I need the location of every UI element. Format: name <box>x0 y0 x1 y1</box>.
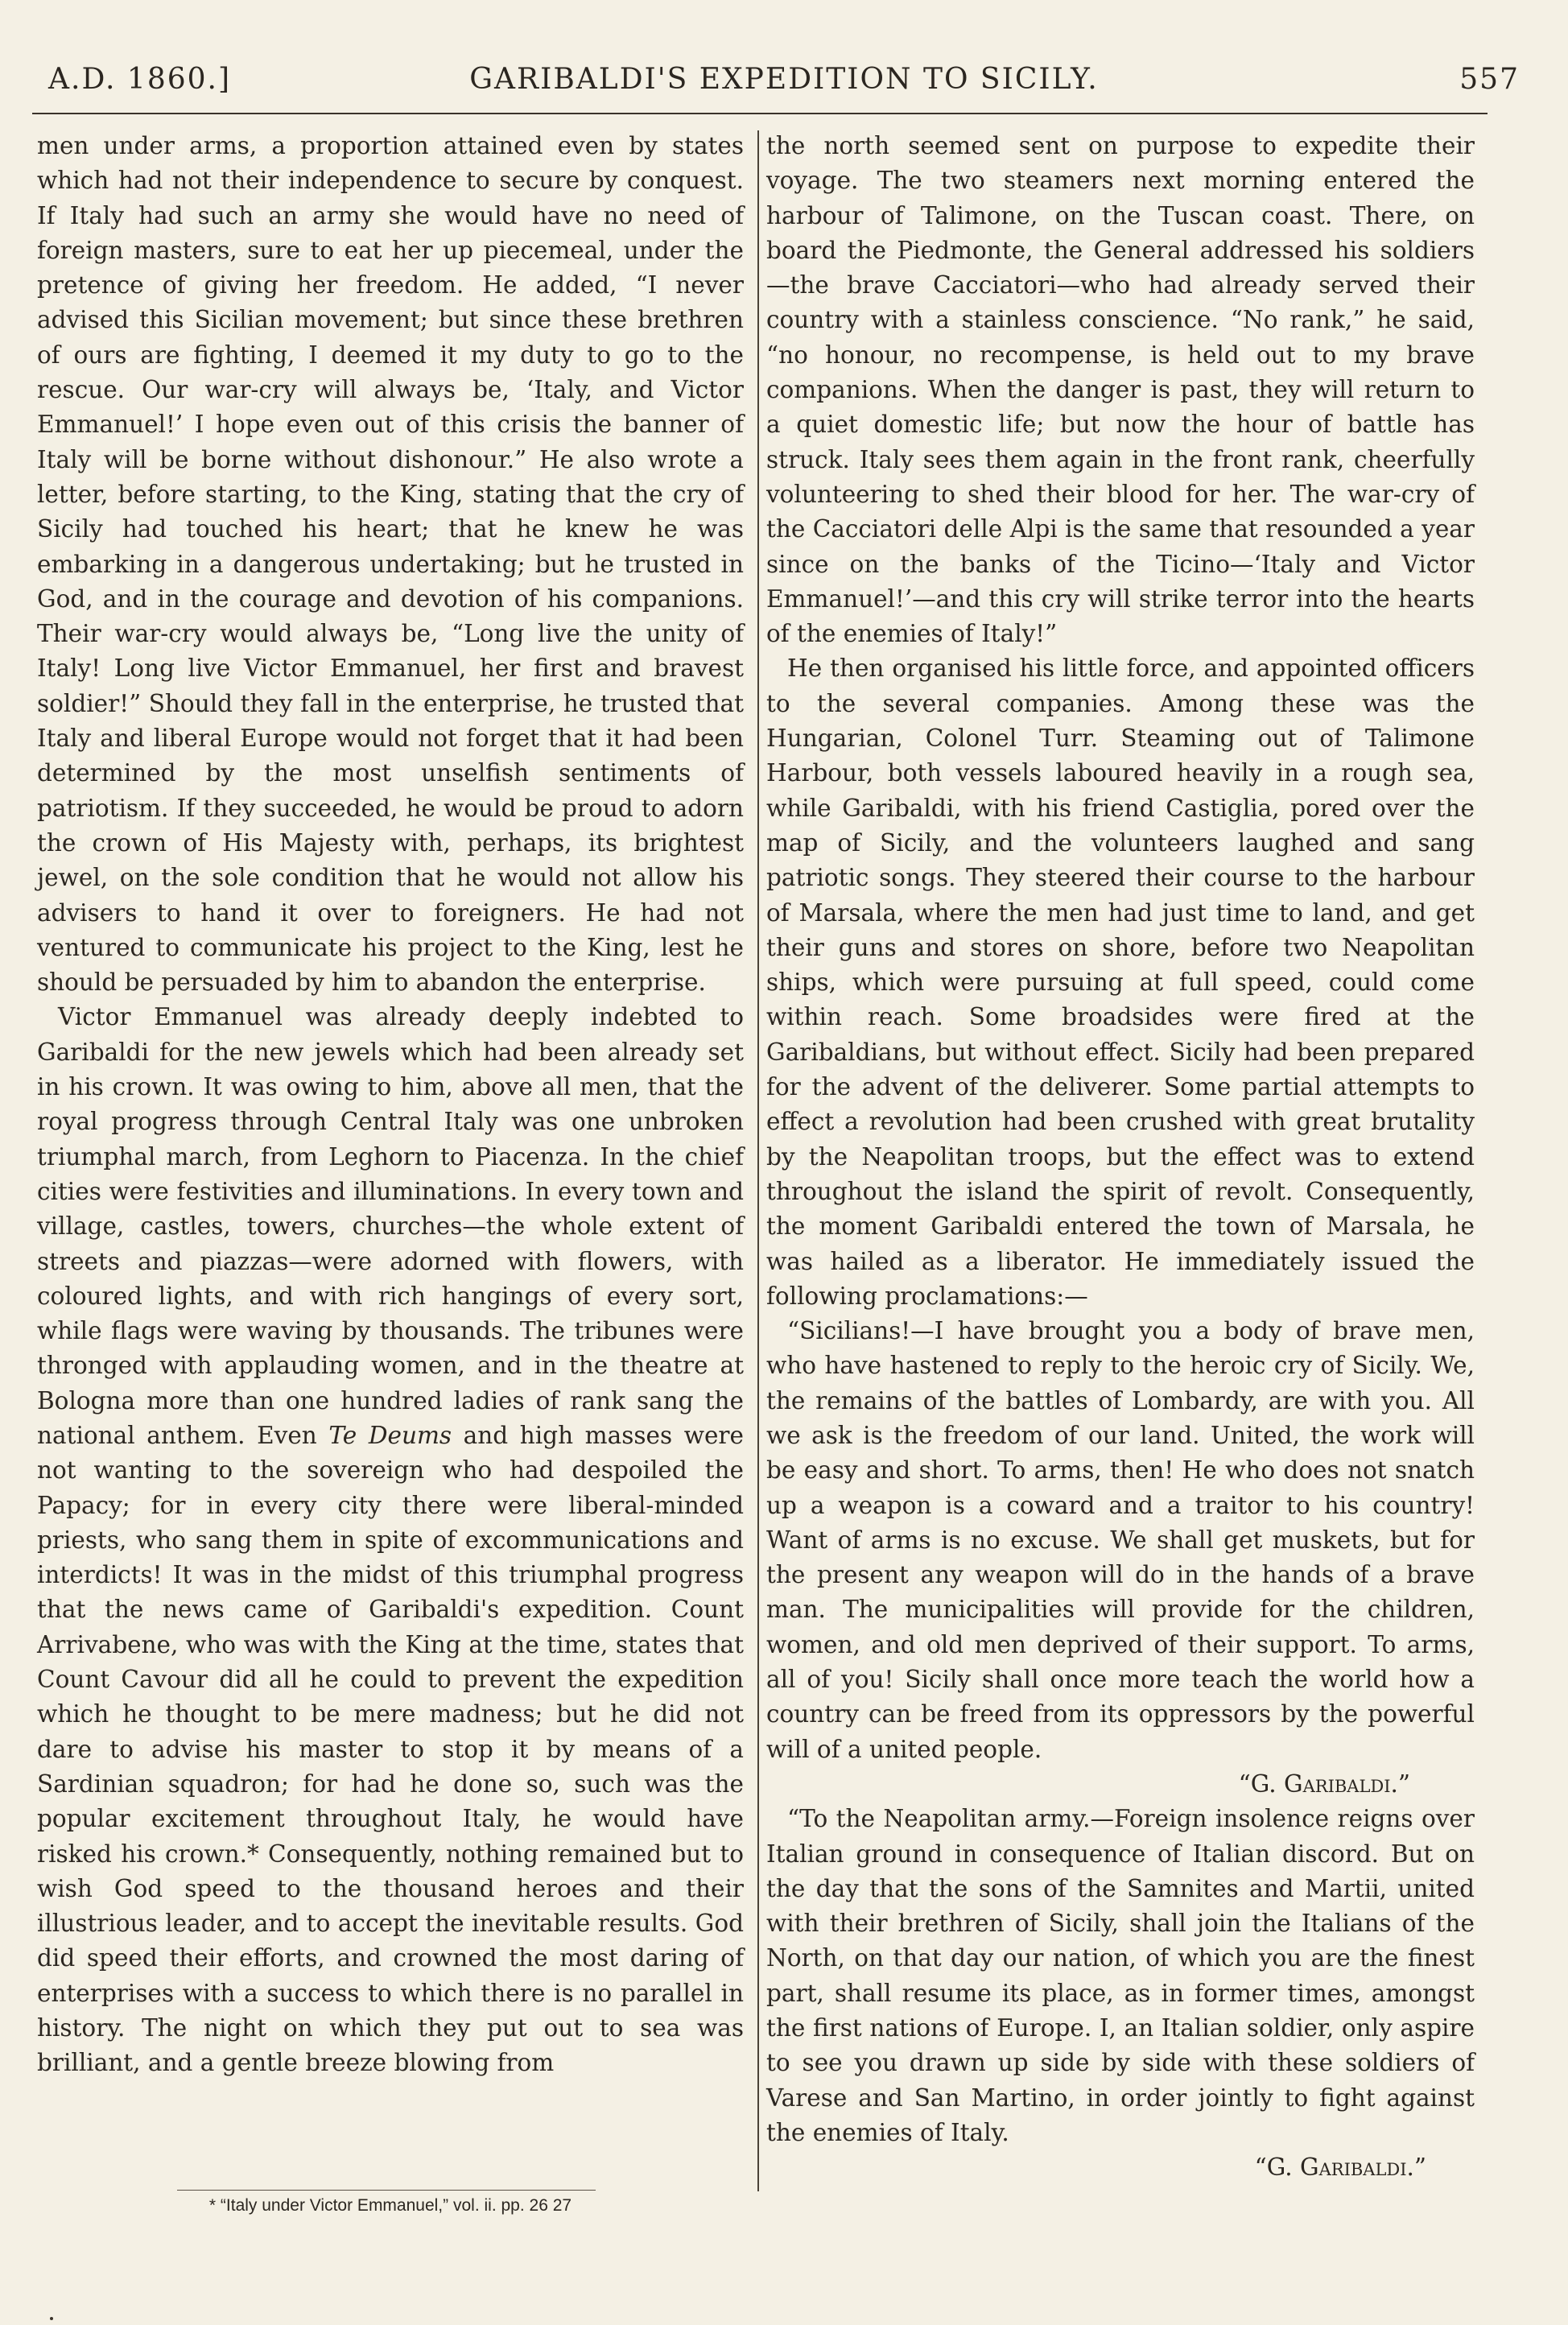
footnote: * “Italy under Victor Emmanuel,” vol. ii. pp. 26 27 <box>208 2196 572 2215</box>
signature-garibaldi-1: “G. Garibaldi.” <box>1238 1770 1410 1798</box>
left-paragraph-2-start: Victor Emmanuel was already deeply indebted to Garibaldi for the new jewels which had been already set in his crown. It was owing to him, above all men, that the royal progress through Central Italy was one unbroken triumphal march, from Leghorn to Piacenza. In the chief cities were festivities and illuminations. In every town and village, castles, towers, churches—the whole extent of streets and piazzas—were adorned with flowers, with coloured lights, and with rich hangings of every sort, while flags were waving by thousands. The tribunes were thronged with applauding women, and in the theatre at Bologna more than one hundred ladies of rank sang the national anthem. Even <box>37 1003 744 1449</box>
page-title: GARIBALDI'S EXPEDITION TO SICILY. <box>469 63 1099 96</box>
header-rule <box>32 113 1488 114</box>
column-divider <box>757 130 759 2191</box>
left-paragraph-1: men under arms, a proportion attained even by states which had not their independence to secure by conquest. If Italy had such an army she would have no need of foreign masters, sure to eat her up piecemeal, under the pretence of giving her freedom. He added, “I never advised this Sicilian movement; but since these brethren of ours are fighting, I deemed it my duty to go to the rescue. Our war-cry will always be, ‘Italy, and Victor Emmanuel!’ I hope even out of this crisis the banner of Italy will be borne without dishonour.” He also wrote a letter, before starting, to the King, stating that the cry of Sicily had touched his heart; that he knew he was embarking in a dangerous undertaking; but he trusted in God, and in the courage and devotion of his companions. Their war-cry would always be, “Long live the unity of Italy! Long live Victor Emmanuel, her first and bravest soldier!” Should they fall in the enterprise, he trusted that Italy and liberal Europe would not forget that it had been determined by the most unselfish sentiments of patriotism. If they succeeded, he would be proud to adorn the crown of His Majesty with, perhaps, its brightest jewel, on the sole condition that he would not allow his advisers to hand it over to foreigners. He had not ventured to communicate his project to the King, lest he should be persuaded by him to abandon the enterprise. <box>37 132 744 997</box>
proclamation-neapolitan-army: “To the Neapolitan army.—Foreign insolence reigns over Italian ground in consequence of Italian discord. But on the day that the sons of the Samnites and Martii, united with their brethren of Sicily, shall join the Italians of the North, on that day our nation, of which you are the finest part, shall resume its place, as in former times, amongst the first nations of Europe. I, an Italian soldier, only aspire to see you drawn up side by side with these soldiers of Varese and San Martino, in order jointly to fight against the enemies of Italy. <box>766 1805 1475 2146</box>
italic-te-deums: Te Deums <box>328 1421 452 1449</box>
left-column <box>37 129 744 2081</box>
right-paragraph-2: He then organised his little force, and appointed officers to the several companies. Among these was the Hungarian, Colonel Turr. Steaming out of Talimone Harbour, both vessels laboured heavily in a rough sea, while Garibaldi, with his friend Castiglia, pored over the map of Sicily, and the volunteers laughed and sang patriotic songs. They steered their course to the harbour of Marsala, where the men had just time to land, and get their guns and stores on shore, before two Neapolitan ships, which were pursuing at full speed, could come within reach. Some broadsides were fired at the Garibaldians, but without effect. Sicily had been prepared for the advent of the deliverer. Some partial attempts to effect a revolution had been crushed with great brutality by the Neapolitan troops, but the effect was to extend throughout the island the spirit of revolt. Consequently, the moment Garibaldi entered the town of Marsala, he was hailed as a liberator. He immediately issued the following proclamations:— <box>766 655 1475 1310</box>
left-paragraph-2 <box>37 1000 744 2080</box>
page-speck <box>50 2317 53 2320</box>
signature-garibaldi-2: “G. Garibaldi.” <box>1254 2154 1426 2182</box>
footnote-rule <box>177 2190 596 2191</box>
running-head <box>48 63 1520 111</box>
left-paragraph-2-end: and high masses were not wanting to the sovereign who had despoiled the Papacy; for in every city there were liberal-minded priests, who sang them in spite of excommunications and interdicts! It was in the midst of this triumphal progress that the news came of Garibaldi's expedition. Count Arrivabene, who was with the King at the time, states that Count Cavour did all he could to prevent the expedition which he thought to be mere madness; but he did not dare to advise his master to stop it by means of a Sardinian squadron; for had he done so, such was the popular excitement throughout Italy, he would have risked his crown.* Consequently, nothing remained but to wish God speed to the thousand heroes and their illustrious leader, and to accept the inevitable results. God did speed their efforts, and crowned the most daring of enterprises with a success to which there is no parallel in history. The night on which they put out to sea was brilliant, and a gentle breeze blowing from <box>37 1421 744 2077</box>
header-date: A.D. 1860.] <box>48 63 232 96</box>
page-number: 557 <box>1459 63 1520 96</box>
right-column <box>766 129 1475 2186</box>
proclamation-sicilians: “Sicilians!—I have brought you a body of brave men, who have hastened to reply to the heroic cry of Sicily. We, the remains of the battles of Lombardy, are with you. All we ask is the freedom of our land. United, the work will be easy and short. To arms, then! He who does not snatch up a weapon is a coward and a traitor to his country! Want of arms is no excuse. We shall get muskets, but for the present any weapon will do in the hands of a brave man. The municipalities will provide for the children, women, and old men deprived of their support. To arms, all of you! Sicily shall once more teach the world how a country can be freed from its oppressors by the powerful will of a united people. <box>766 1317 1475 1763</box>
right-paragraph-1: the north seemed sent on purpose to expedite their voyage. The two steamers next morning entered the harbour of Talimone, on the Tuscan coast. There, on board the Piedmonte, the General addressed his soldiers—the brave Cacciatori—who had already served their country with a stainless conscience. “No rank,” he said, “no honour, no recompense, is held out to my brave companions. When the danger is past, they will return to a quiet domestic life; but now the hour of battle has struck. Italy sees them again in the front rank, cheerfully volunteering to shed their blood for her. The war-cry of the Cacciatori delle Alpi is the same that resounded a year since on the banks of the Ticino—‘Italy and Victor Emmanuel!’—and this cry will strike terror into the hearts of the enemies of Italy!” <box>766 132 1475 648</box>
